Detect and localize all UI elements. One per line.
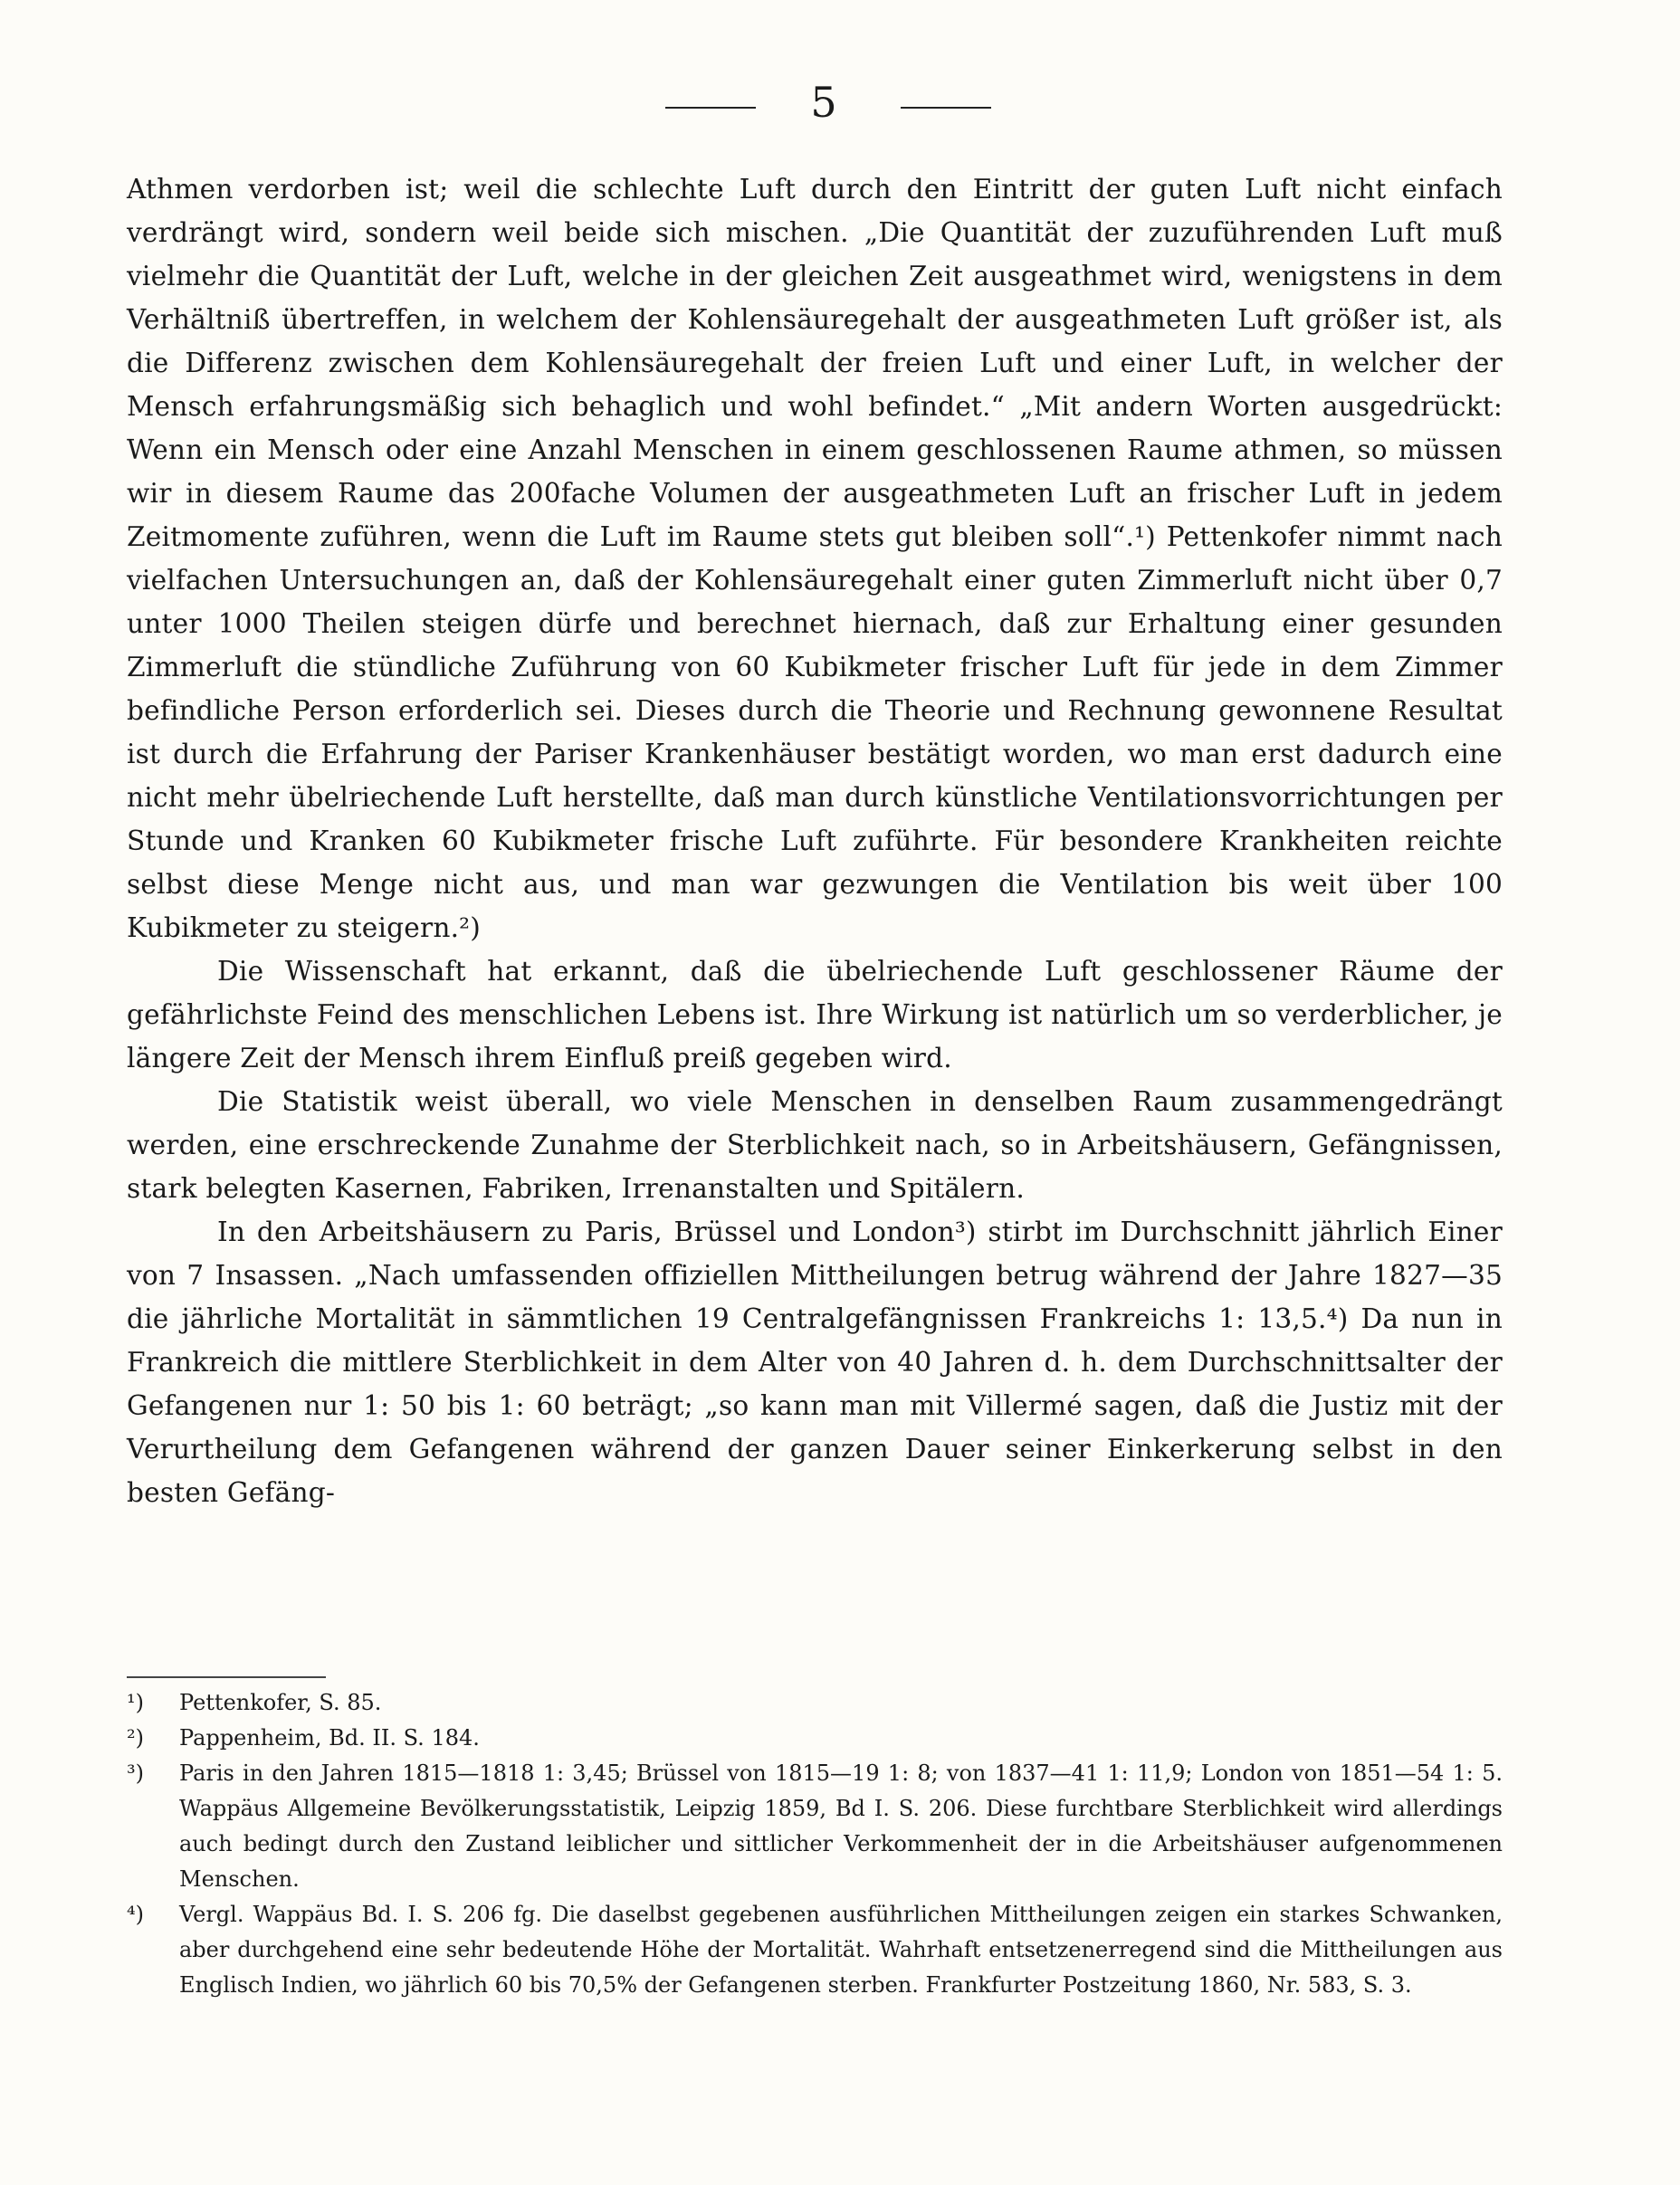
page-number: 5 — [810, 78, 837, 127]
footnote-3 — [127, 1756, 1503, 1897]
footnote-text: Pettenkofer, S. 85. — [179, 1690, 382, 1715]
footnote-mark: ²) — [127, 1725, 144, 1751]
footnote-text: Paris in den Jahren 1815—1818 1: 3,45; Brüssel von 1815—19 1: 8; von 1837—41 1: 11,9; London von 1851—54 1: 5. Wappäus Allgemeine Bevölkerungsstatistik, Leipzig 1859, Bd I. S. 206. Diese furchtbare Sterblichkeit wird allerdings auch bedingt durch den Zustand leiblicher und sittlicher Verkommenheit der in die Arbeitshäuser aufgenommenen Menschen. — [179, 1760, 1503, 1892]
footnote-text: Vergl. Wappäus Bd. I. S. 206 fg. Die daselbst gegebenen ausführlichen Mittheilungen zeigen ein starkes Schwanken, aber durchgehend eine sehr bedeutende Höhe der Mortalität. Wahrhaft entsetzenerregend sind die Mittheilungen aus Englisch Indien, wo jährlich 60 bis 70,5% der Gefangenen sterben. Frankfurter Postzeitung 1860, Nr. 583, S. 3. — [179, 1902, 1503, 1998]
paragraph-2: Die Wissenschaft hat erkannt, daß die übelriechende Luft geschlossener Räume der gefährlichste Feind des menschlichen Lebens ist. Ihre Wirkung ist natürlich um so verderblicher, je längere Zeit der Mensch ihrem Einfluß preiß gegeben wird. — [127, 956, 1503, 1073]
footnote-mark: ⁴) — [127, 1902, 144, 1927]
paragraph-1: Athmen verdorben ist; weil die schlechte Luft durch den Eintritt der guten Luft nicht einfach verdrängt wird, sondern weil beide sich mischen. „Die Quantität der zuzuführenden Luft muß vielmehr die Quantität der Luft, welche in der gleichen Zeit ausgeathmet wird, wenigstens in dem Verhältniß übertreffen, in welchem der Kohlensäuregehalt der ausgeathmeten Luft größer ist, als die Differenz zwischen dem Kohlensäuregehalt der freien Luft und einer Luft, in welcher der Mensch erfahrungsmäßig sich behaglich und wohl befindet.“ „Mit andern Worten ausgedrückt: Wenn ein Mensch oder eine Anzahl Menschen in einem geschlossenen Raume athmen, so müssen wir in diesem Raume das 200fache Volumen der ausgeathmeten Luft an frischer Luft in jedem Zeitmomente zuführen, wenn die Luft im Raume stets gut bleiben soll“.¹) Pettenkofer nimmt nach vielfachen Untersuchungen an, daß der Kohlensäuregehalt einer guten Zimmerluft nicht über 0,7 unter 1000 Theilen steigen dürfe und berechnet hiernach, daß zur Erhaltung einer gesunden Zimmerluft die stündliche Zuführung von 60 Kubikmeter frischer Luft für jede in dem Zimmer befindliche Person erforderlich sei. Dieses durch die Theorie und Rechnung gewonnene Resultat ist durch die Erfahrung der Pariser Krankenhäuser bestätigt worden, wo man erst dadurch eine nicht mehr übelriechende Luft herstellte, daß man durch künstliche Ventilationsvorrichtungen per Stunde und Kranken 60 Kubikmeter frische Luft zuführte. Für besondere Krankheiten reichte selbst diese Menge nicht aus, und man war gezwungen die Ventilation bis weit über 100 Kubikmeter zu steigern.²) — [127, 174, 1503, 943]
footnote-4 — [127, 1897, 1503, 2003]
header-rule-left — [665, 107, 756, 109]
footnote-2 — [127, 1721, 1503, 1756]
footnote-divider — [127, 1676, 326, 1678]
paragraph-4: In den Arbeitshäusern zu Paris, Brüssel und London³) stirbt im Durchschnitt jährlich Einer von 7 Insassen. „Nach umfassenden offiziellen Mittheilungen betrug während der Jahre 1827—35 die jährliche Mortalität in sämmtlichen 19 Centralgefängnissen Frankreichs 1: 13,5.⁴) Da nun in Frankreich die mittlere Sterblichkeit in dem Alter von 40 Jahren d. h. dem Durchschnittsalter der Gefangenen nur 1: 50 bis 1: 60 beträgt; „so kann man mit Villermé sagen, daß die Justiz mit der Verurtheilung dem Gefangenen während der ganzen Dauer seiner Einkerkerung selbst in den besten Gefäng- — [127, 1217, 1503, 1508]
footnote-mark: ³) — [127, 1760, 144, 1786]
footnotes — [127, 1685, 1503, 2003]
page-header — [0, 80, 1680, 125]
footnote-mark: ¹) — [127, 1690, 144, 1715]
header-rule-right — [901, 107, 991, 109]
paragraph-3: Die Statistik weist überall, wo viele Menschen in denselben Raum zusammengedrängt werden, eine erschreckende Zunahme der Sterblichkeit nach, so in Arbeitshäusern, Gefängnissen, stark belegten Kasernen, Fabriken, Irrenanstalten und Spitälern. — [127, 1086, 1503, 1204]
footnote-text: Pappenheim, Bd. II. S. 184. — [179, 1725, 480, 1751]
main-text — [127, 167, 1503, 1514]
footnote-1 — [127, 1685, 1503, 1721]
